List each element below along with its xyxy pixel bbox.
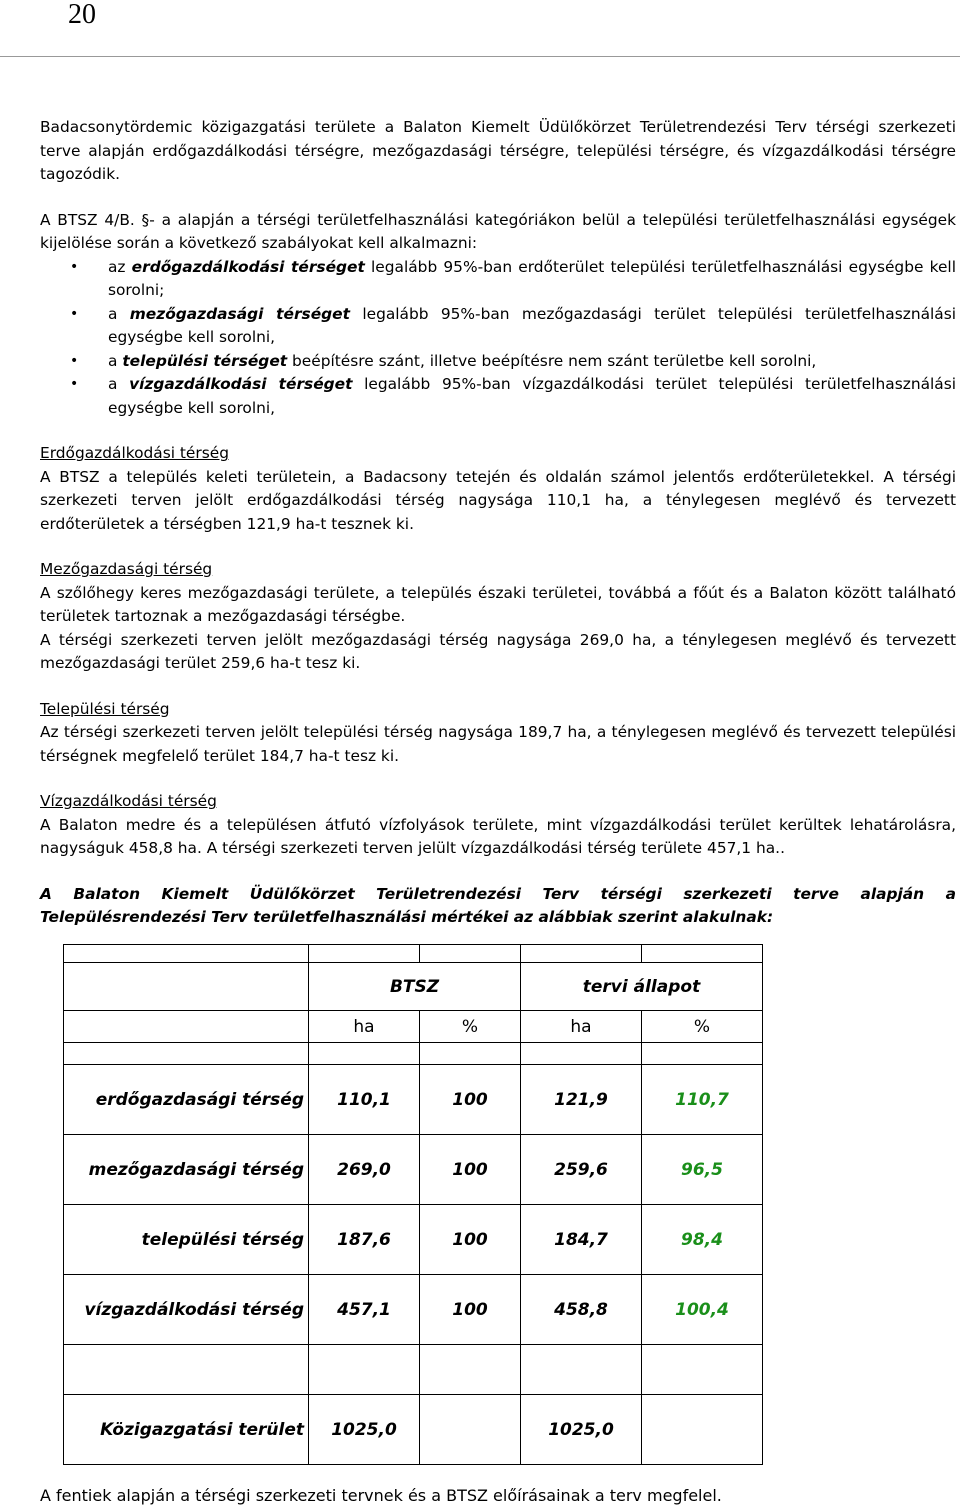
table-total-row: Közigazgatási terület 1025,0 1025,0: [64, 1395, 763, 1465]
section-paragraph: A Balaton medre és a településen átfutó vízfolyások területe, mint vízgazdálkodási terület kerültek lehatárolásra, nagyságuk 458,8 ha. A térségi szerkezeti terven jelült vízgazdálkodási térség területe 457,1 ha..: [40, 815, 956, 857]
section-heading: Vízgazdálkodási térség: [40, 792, 217, 810]
section-settlement: [40, 698, 956, 769]
unit-header: %: [420, 1011, 521, 1043]
rules-list: [40, 256, 956, 421]
rule-item: • az erdőgazdálkodási térséget legalább 95%-ban erdőterület települési területfelhasználási egységbe kell sorolni;: [70, 257, 956, 299]
page-number: 20: [68, 0, 96, 30]
section-paragraph: A térségi szerkezeti terven jelölt mezőgazdasági térség nagysága 269,0 ha, a ténylegesen meglévő és tervezett mezőgazdasági terület 259,6 ha-t tesz ki.: [40, 630, 956, 672]
table-spacer-row: [64, 1345, 763, 1395]
unit-header: %: [642, 1011, 763, 1043]
table-spacer-row: [64, 1043, 763, 1065]
section-heading: Mezőgazdasági térség: [40, 560, 213, 578]
table-row: települési térség 187,6 100 184,7 98,4: [64, 1205, 763, 1275]
table-spacer-row: [64, 945, 763, 963]
table-unit-header-row: [64, 1011, 763, 1043]
section-paragraph: A BTSZ a település keleti területein, a Badacsony tetején és oldalán számol jelentős erdőterületekkel. A térségi szerkezeti terven jelölt erdőgazdálkodási térség nagysága 110,1 ha, a ténylegesen meglévő és tervezett erdőterületek a térségben 121,9 ha-t tesznek ki.: [40, 467, 956, 533]
section-forest: [40, 442, 956, 536]
table-row: erdőgazdasági térség 110,1 100 121,9 110,7: [64, 1065, 763, 1135]
table-row: mezőgazdasági térség 269,0 100 259,6 96,5: [64, 1135, 763, 1205]
bullet-icon: •: [70, 376, 79, 392]
rule-item: • a mezőgazdasági térséget legalább 95%-ban mezőgazdasági terület települési területfelhasználási egységbe kell sorolni,: [70, 304, 957, 346]
header-rule: [0, 56, 960, 57]
section-agriculture: [40, 558, 956, 676]
bullet-icon: •: [70, 305, 79, 322]
plan-header: tervi állapot: [521, 963, 763, 1011]
table-group-header-row: [64, 963, 763, 1011]
land-use-table: [63, 944, 763, 1465]
section-paragraph: A szőlőhegy keres mezőgazdasági területe, a település északi területei, továbbá a főút és a Balaton között található területek tartoznak a mezőgazdasági térségbe.: [40, 583, 956, 625]
section-heading: Települési térség: [40, 699, 170, 718]
section-heading: Erdőgazdálkodási térség: [40, 444, 229, 462]
conclusion-text: A fentiek alapján a térségi szerkezeti tervnek és a BTSZ előírásainak a terv megfelel.: [40, 1486, 722, 1505]
bullet-icon: •: [70, 352, 79, 369]
document-body: [40, 116, 956, 930]
intro-paragraph: Badacsonytördemic közigazgatási területe a Balaton Kiemelt Üdülőkörzet Területrendezési Terv térségi szerkezeti terve alapján erdőgazdálkodási térségre, mezőgazdasági térségre, települési térségre, és vízgazdálkodási térségre tagozódik.: [40, 118, 956, 183]
section-paragraph: Az térségi szerkezeti terven jelölt települési térség nagysága 189,7 ha, a ténylegesen meglévő és tervezett települési térségnek megfelelő terület 184,7 ha-t tesz ki.: [40, 723, 956, 765]
summary-title: A Balaton Kiemelt Üdülőkörzet Területrendezési Terv térségi szerkezeti terve alapján a Településrendezési Terv területfelhasználási mértékei az alábbiak szerint alakulnak:: [40, 884, 956, 926]
rule-item: • a települési térséget beépítésre szánt, illetve beépítésre nem szánt területbe kell sorolni,: [108, 350, 956, 374]
table-row: vízgazdálkodási térség 457,1 100 458,8 100,4: [64, 1275, 763, 1345]
rule-item: • a vízgazdálkodási térséget legalább 95%-ban vízgazdálkodási terület települési területfelhasználási egységbe kell sorolni,: [70, 375, 957, 417]
section-water: [40, 790, 956, 861]
unit-header: ha: [309, 1011, 420, 1043]
bullet-icon: •: [70, 258, 79, 275]
btsz-header: BTSZ: [309, 963, 521, 1011]
rules-lead: A BTSZ 4/B. §- a alapján a térségi területfelhasználási kategóriákon belül a települési területfelhasználási egységek kijelölése során a következő szabályokat kell alkalmazni:: [40, 210, 956, 252]
unit-header: ha: [521, 1011, 642, 1043]
